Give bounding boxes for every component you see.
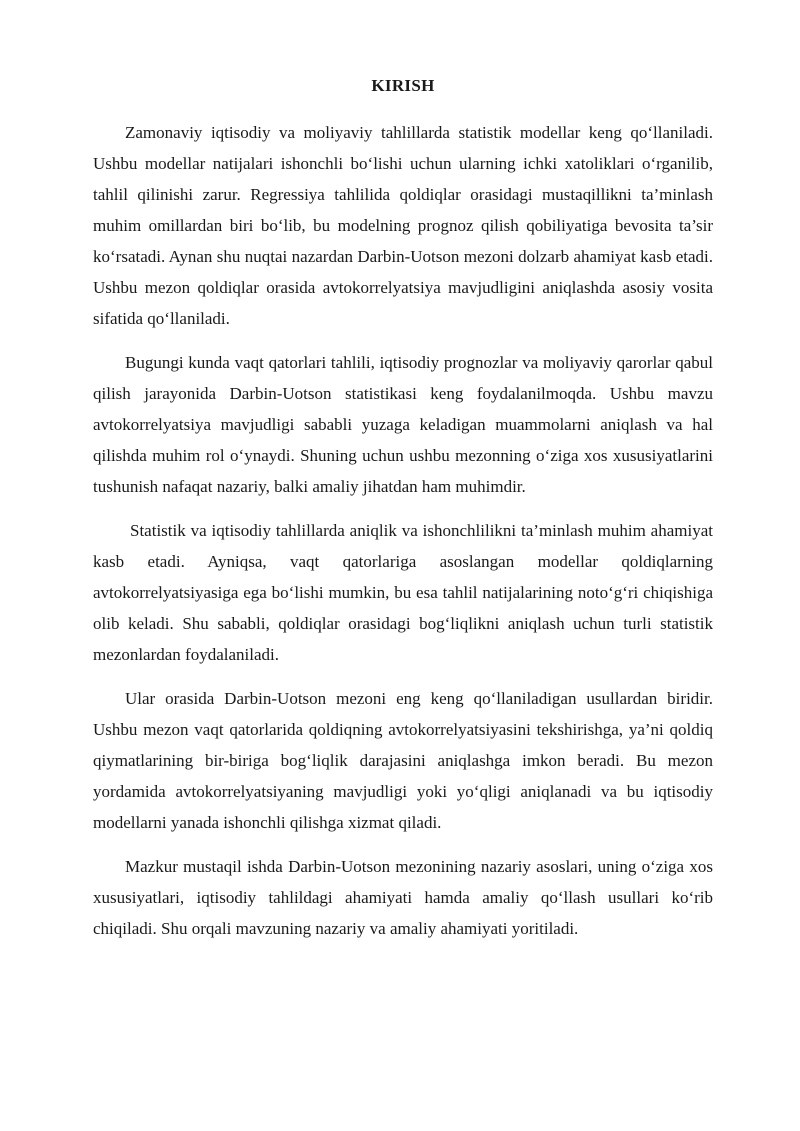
paragraph-5: Mazkur mustaqil ishda Darbin-Uotson mezonining nazariy asoslari, uning o‘ziga xos xususiyatlari, iqtisodiy tahlildagi ahamiyati hamda amaliy qo‘llash usullari ko‘rib chiqiladi. Shu orqali mavzuning nazariy va amaliy ahamiyati yoritiladi.: [93, 857, 713, 938]
paragraph-4: Ular orasida Darbin-Uotson mezoni eng keng qo‘llaniladigan usullardan biridir. Ushbu mezon vaqt qatorlarida qoldiqning avtokorrelyatsiyasini tekshirishga, ya’ni qoldiq qiymatlarining bir-biriga bog‘liqlik darajasini aniqlashga imkon beradi. Bu mezon yordamida avtokorrelyatsiyaning mavjudligi yoki yo‘qligi aniqlanadi va bu iqtisodiy modellarni yanada ishonchli qilishga xizmat qiladi.: [93, 689, 713, 832]
paragraph-2: Bugungi kunda vaqt qatorlari tahlili, iqtisodiy prognozlar va moliyaviy qarorlar qabul qilish jarayonida Darbin-Uotson statistikasi keng foydalanilmoqda. Ushbu mavzu avtokorrelyatsiya mavjudligi sababli yuzaga keladigan muammolarni aniqlash va hal qilishda muhim rol o‘ynaydi. Shuning uchun ushbu mezonning o‘ziga xos xususiyatlarini tushunish nafaqat nazariy, balki amaliy jihatdan ham muhimdir.: [93, 353, 713, 496]
section-title: KIRISH: [371, 76, 435, 95]
document-page: [93, 72, 713, 957]
paragraph-1: Zamonaviy iqtisodiy va moliyaviy tahlillarda statistik modellar keng qo‘llaniladi. Ushbu modellar natijalari ishonchli bo‘lishi uchun ularning ichki xatoliklari o‘rganilib, tahlil qilinishi zarur. Regressiya tahlilida qoldiqlar orasidagi mustaqillikni ta’minlash muhim omillardan biri bo‘lib, bu modelning prognoz qilish qobiliyatiga bevosita ta’sir ko‘rsatadi. Aynan shu nuqtai nazardan Darbin-Uotson mezoni dolzarb ahamiyat kasb etadi. Ushbu mezon qoldiqlar orasida avtokorrelyatsiya mavjudligini aniqlashda asosiy vosita sifatida qo‘llaniladi.: [93, 123, 713, 328]
paragraph-3: Statistik va iqtisodiy tahlillarda aniqlik va ishonchlilikni ta’minlash muhim ahamiyat kasb etadi. Ayniqsa, vaqt qatorlariga asoslangan modellar qoldiqlarning avtokorrelyatsiyasiga ega bo‘lishi mumkin, bu esa tahlil natijalarining noto‘g‘ri chiqishiga olib keladi. Shu sababli, qoldiqlar orasidagi bog‘liqlikni aniqlash uchun turli statistik mezonlardan foydalaniladi.: [93, 521, 713, 664]
